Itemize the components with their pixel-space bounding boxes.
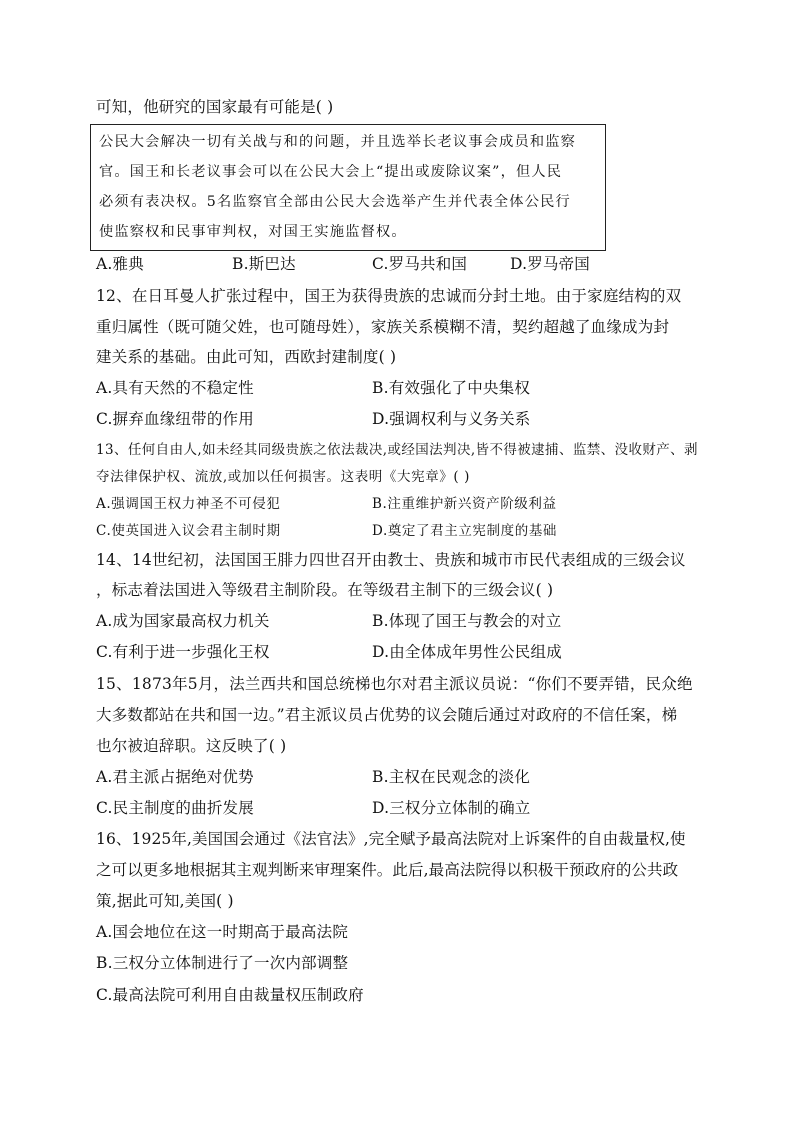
q11-option-c: C.罗马共和国 bbox=[372, 255, 468, 273]
q15-option-a: A.君主派占据绝对优势 bbox=[96, 768, 254, 786]
q13-option-b: B.注重维护新兴资产阶级利益 bbox=[372, 496, 557, 512]
q16-stem-line-2: 之可以更多地根据其主观判断来审理案件。此后,最高法院得以积极干预政府的公共政 bbox=[96, 861, 679, 879]
q15-stem-line-2: 大多数都站在共和国一边。”君主派议员占优势的议会随后通过对政府的不信任案，梯 bbox=[96, 706, 678, 724]
q15-stem-line-3: 也尔被迫辞职。这反映了( ) bbox=[96, 737, 287, 755]
q11-quote-line-1: 公民大会解决一切有关战与和的问题，并且选举长老议事会成员和监察 bbox=[99, 134, 577, 150]
q15-option-c: C.民主制度的曲折发展 bbox=[96, 799, 254, 817]
q16-stem-line-1: 16、1925年,美国国会通过《法官法》,完全赋予最高法院对上诉案件的自由裁量权,使 bbox=[96, 830, 686, 848]
q12-option-b: B.有效强化了中央集权 bbox=[372, 379, 531, 397]
q11-stem-end: 可知，他研究的国家最有可能是( ) bbox=[96, 98, 334, 116]
q14-option-b: B.体现了国王与教会的对立 bbox=[372, 612, 562, 630]
q13-stem-line-1: 13、任何自由人,如未经其同级贵族之依法裁决,或经国法判决,皆不得被逮捕、监禁、没收财产、剥 bbox=[96, 442, 698, 458]
q11-quote-line-2: 官。国王和长老议事会可以在公民大会上“提出或废除议案”，但人民 bbox=[99, 164, 563, 180]
q12-stem-line-1: 12、在日耳曼人扩张过程中，国王为获得贵族的忠诚而分封土地。由于家庭结构的双 bbox=[96, 287, 682, 305]
q12-stem-line-3: 建关系的基础。由此可知，西欧封建制度( ) bbox=[96, 348, 397, 366]
q15-option-b: B.主权在民观念的淡化 bbox=[372, 768, 531, 786]
q11-quote-box bbox=[90, 124, 606, 251]
q14-stem-line-1: 14、14世纪初，法国国王腓力四世召开由教士、贵族和城市市民代表组成的三级会议 bbox=[96, 551, 686, 569]
q11-quote-line-4: 使监察权和民事审判权，对国王实施监督权。 bbox=[99, 224, 407, 240]
q12-option-a: A.具有天然的不稳定性 bbox=[96, 379, 254, 397]
q11-option-d: D.罗马帝国 bbox=[510, 255, 591, 273]
q16-option-b: B.三权分立体制进行了一次内部调整 bbox=[96, 954, 349, 972]
q11-option-b: B.斯巴达 bbox=[232, 255, 296, 273]
q13-option-c: C.使英国进入议会君主制时期 bbox=[96, 523, 281, 539]
q11-quote-line-3: 必须有表决权。5名监察官全部由公民大会选举产生并代表全体公民行 bbox=[99, 194, 571, 210]
q14-option-a: A.成为国家最高权力机关 bbox=[96, 612, 270, 630]
q11-option-a: A.雅典 bbox=[96, 255, 144, 273]
q14-stem-line-2: ，标志着法国进入等级君主制阶段。在等级君主制下的三级会议( ) bbox=[96, 581, 554, 599]
q13-stem-line-2: 夺法律保护权、流放,或加以任何损害。这表明《大宪章》( ) bbox=[96, 469, 471, 485]
q16-stem-line-3: 策,据此可知,美国( ) bbox=[96, 892, 234, 910]
q16-option-c: C.最高法院可利用自由裁量权压制政府 bbox=[96, 986, 364, 1004]
q15-stem-line-1: 15、1873年5月，法兰西共和国总统梯也尔对君主派议员说：“你们不要弄错，民众绝 bbox=[96, 675, 693, 693]
q13-option-d: D.奠定了君主立宪制度的基础 bbox=[372, 523, 558, 539]
q14-option-d: D.由全体成年男性公民组成 bbox=[372, 643, 562, 661]
q15-option-d: D.三权分立体制的确立 bbox=[372, 799, 531, 817]
q13-option-a: A.强调国王权力神圣不可侵犯 bbox=[96, 496, 281, 512]
q12-option-c: C.摒弃血缘纽带的作用 bbox=[96, 410, 254, 428]
q16-option-a: A.国会地位在这一时期高于最高法院 bbox=[96, 923, 349, 941]
q12-option-d: D.强调权利与义务关系 bbox=[372, 410, 531, 428]
q12-stem-line-2: 重归属性（既可随父姓，也可随母姓），家族关系模糊不清，契约超越了血缘成为封 bbox=[96, 318, 670, 336]
q14-option-c: C.有利于进一步强化王权 bbox=[96, 643, 270, 661]
